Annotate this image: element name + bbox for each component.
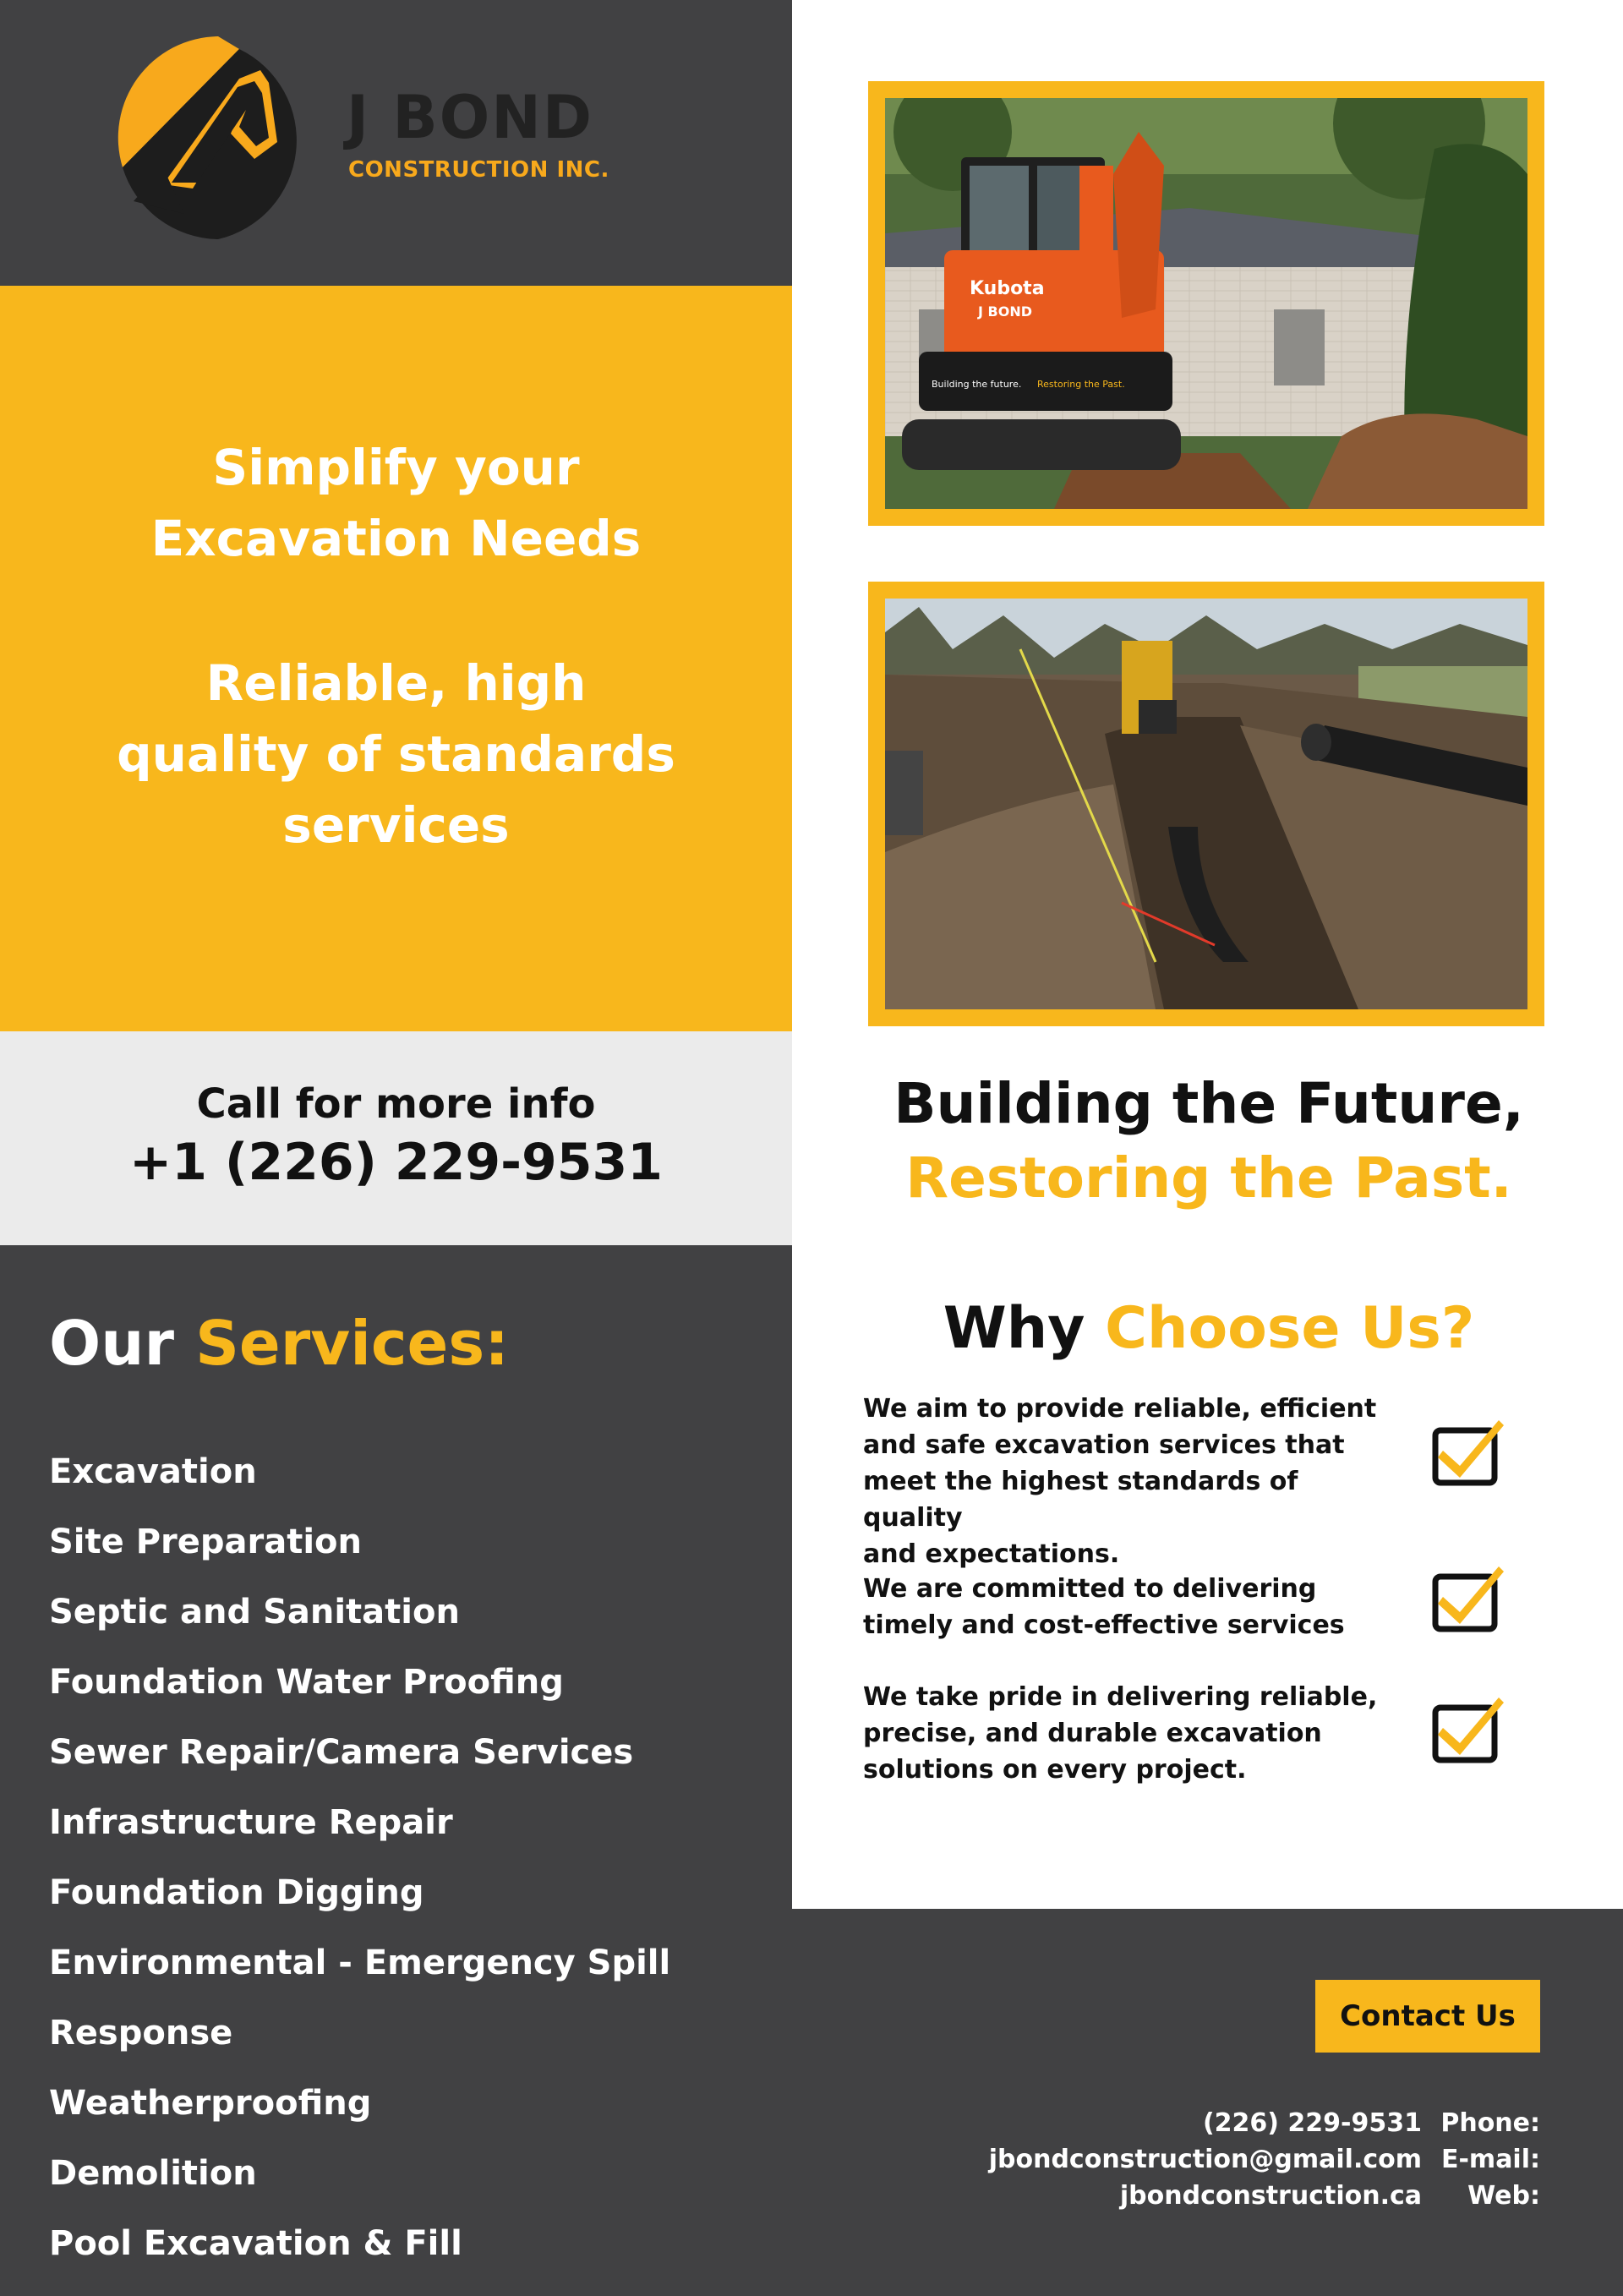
contact-phone-value[interactable]: (226) 229-9531 <box>1202 2108 1422 2138</box>
reason-line: meet the highest standards of quality <box>863 1467 1298 1533</box>
reason-3 <box>863 1679 1404 1788</box>
reason-line: We are committed to delivering <box>863 1574 1317 1604</box>
hero-line: Simplify your <box>212 439 580 496</box>
call-label: Call for more info <box>196 1080 596 1128</box>
why-title-accent: Choose Us? <box>1105 1295 1475 1362</box>
brand-name: J BOND <box>347 83 593 152</box>
reason-1 <box>863 1391 1404 1572</box>
contact-us-button[interactable]: Contact Us <box>1315 1980 1540 2053</box>
services-title <box>49 1308 510 1379</box>
services-title-accent: Services: <box>195 1308 510 1379</box>
contact-web-value[interactable]: jbondconstruction.ca <box>1119 2181 1422 2211</box>
reason-line: We aim to provide reliable, efficient <box>863 1394 1377 1424</box>
trench-photo <box>885 599 1527 1009</box>
service-item: Excavation <box>49 1452 257 1491</box>
reason-2 <box>863 1571 1404 1643</box>
slogan-line-2: Restoring the Past. <box>905 1145 1512 1211</box>
excavator-photo <box>885 98 1527 509</box>
why-title <box>845 1295 1572 1362</box>
hero-line: Excavation Needs <box>150 510 642 567</box>
services-title-our: Our <box>49 1308 174 1379</box>
service-item: Response <box>49 2014 233 2053</box>
service-item: Pool Excavation & Fill <box>49 2224 462 2263</box>
hero-tagline-2 <box>34 648 758 861</box>
photo-excavator-frame <box>868 81 1544 526</box>
services-list <box>49 1437 670 2279</box>
decal-restoring: Restoring the Past. <box>1037 379 1125 390</box>
service-item: Foundation Water Proofing <box>49 1663 564 1702</box>
reason-line: and expectations. <box>863 1539 1120 1569</box>
hero-line: Reliable, high <box>205 654 587 712</box>
reason-line: solutions on every project. <box>863 1755 1247 1785</box>
service-item: Site Preparation <box>49 1522 362 1561</box>
hero-line: quality of standards <box>117 725 675 783</box>
contact-values <box>989 2105 1422 2214</box>
decal-building: Building the future. <box>932 379 1022 390</box>
contact-email-value[interactable]: jbondconstruction@gmail.com <box>988 2145 1422 2174</box>
contact-panel <box>792 1909 1623 2296</box>
contact-email-label: E-mail: <box>1440 2145 1540 2174</box>
photo-trench-frame <box>868 582 1544 1026</box>
service-item: Foundation Digging <box>49 1873 424 1912</box>
call-phone[interactable]: +1 (226) 229-9531 <box>128 1133 664 1192</box>
checkbox-check-icon <box>1431 1413 1507 1490</box>
checkbox-check-icon <box>1431 1691 1507 1767</box>
service-item: Septic and Sanitation <box>49 1593 460 1632</box>
reason-line: timely and cost-effective services <box>863 1610 1345 1640</box>
contact-labels <box>1440 2105 1540 2214</box>
reason-line: and safe excavation services that <box>863 1430 1345 1460</box>
kubota-decal: Kubota <box>970 278 1045 299</box>
service-item: Demolition <box>49 2154 257 2193</box>
why-title-why: Why <box>943 1295 1085 1362</box>
reason-line: precise, and durable excavation <box>863 1719 1322 1748</box>
contact-web-label: Web: <box>1467 2181 1540 2211</box>
service-item: Sewer Repair/Camera Services <box>49 1733 634 1772</box>
jbond-decal: J BOND <box>978 303 1032 320</box>
reason-line: We take pride in delivering reliable, <box>863 1682 1378 1712</box>
contact-phone-label: Phone: <box>1440 2108 1540 2138</box>
hero-line: services <box>282 796 510 854</box>
service-item: Environmental - Emergency Spill <box>49 1943 671 1982</box>
checkbox-check-icon <box>1431 1560 1507 1636</box>
brand-subtitle: CONSTRUCTION INC. <box>348 157 609 183</box>
service-item: Infrastructure Repair <box>49 1803 453 1842</box>
excavator-logo-icon <box>112 32 324 243</box>
slogan-line-1: Building the Future, <box>893 1071 1524 1136</box>
service-item: Weatherproofing <box>49 2084 372 2123</box>
hero-tagline-1 <box>34 432 758 574</box>
